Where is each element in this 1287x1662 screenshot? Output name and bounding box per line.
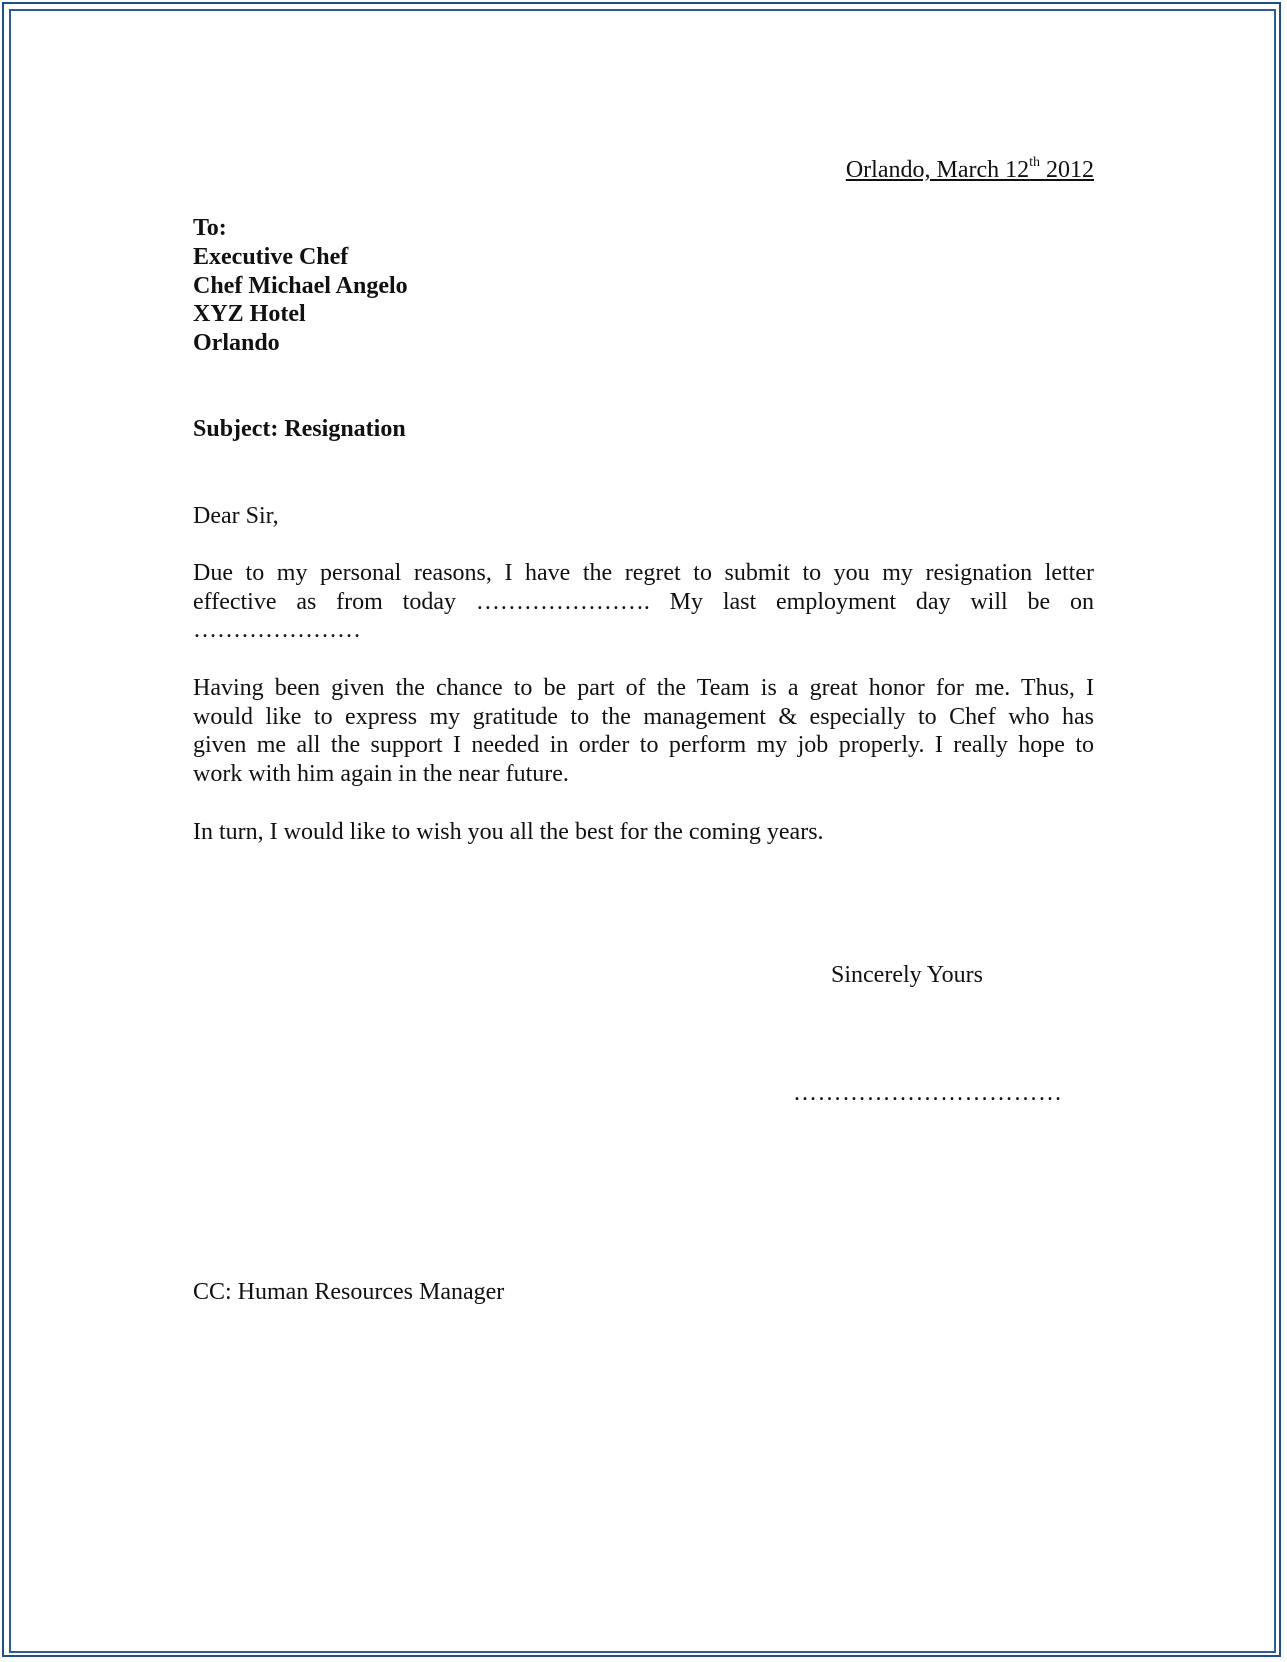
paragraph-line: ………………… (193, 617, 361, 643)
date-ordinal-suffix: th (1029, 155, 1040, 170)
letter-salutation: Dear Sir, (193, 503, 279, 529)
paragraph-resignation (193, 559, 1094, 645)
recipient-name: Chef Michael Angelo (193, 273, 408, 299)
paragraph-line: Having been given the chance to be part of the Team is a great honor for me. Thus, I (193, 675, 1094, 701)
paragraph-wishes: In turn, I would like to wish you all the best for the coming years. (193, 819, 824, 845)
paragraph-line: Due to my personal reasons, I have the regret to submit to you my resignation letter (193, 560, 1094, 586)
recipient-city: Orlando (193, 330, 280, 356)
letter-closing: Sincerely Yours (831, 962, 984, 988)
recipient-company: XYZ Hotel (193, 301, 306, 327)
paragraph-gratitude (193, 674, 1094, 788)
date-place-month: Orlando, March 12 (845, 157, 1030, 183)
paragraph-line: given me all the support I needed in order to perform my job properly. I really hope to (193, 732, 1094, 758)
paragraph-line: work with him again in the near future. (193, 760, 569, 787)
recipient-title: Executive Chef (193, 244, 349, 270)
letter-cc: CC: Human Resources Manager (193, 1279, 505, 1305)
letter-date (846, 156, 1094, 184)
signature-line: …………………………… (793, 1080, 1063, 1106)
date-year: 2012 (1046, 157, 1094, 183)
paragraph-line: would like to express my gratitude to the management & especially to Chef who has (193, 703, 1094, 730)
letter-subject: Subject: Resignation (193, 416, 406, 442)
paragraph-line: effective as from today …………………. My last employment day will be on (193, 588, 1094, 615)
recipient-to-label: To: (193, 215, 227, 241)
